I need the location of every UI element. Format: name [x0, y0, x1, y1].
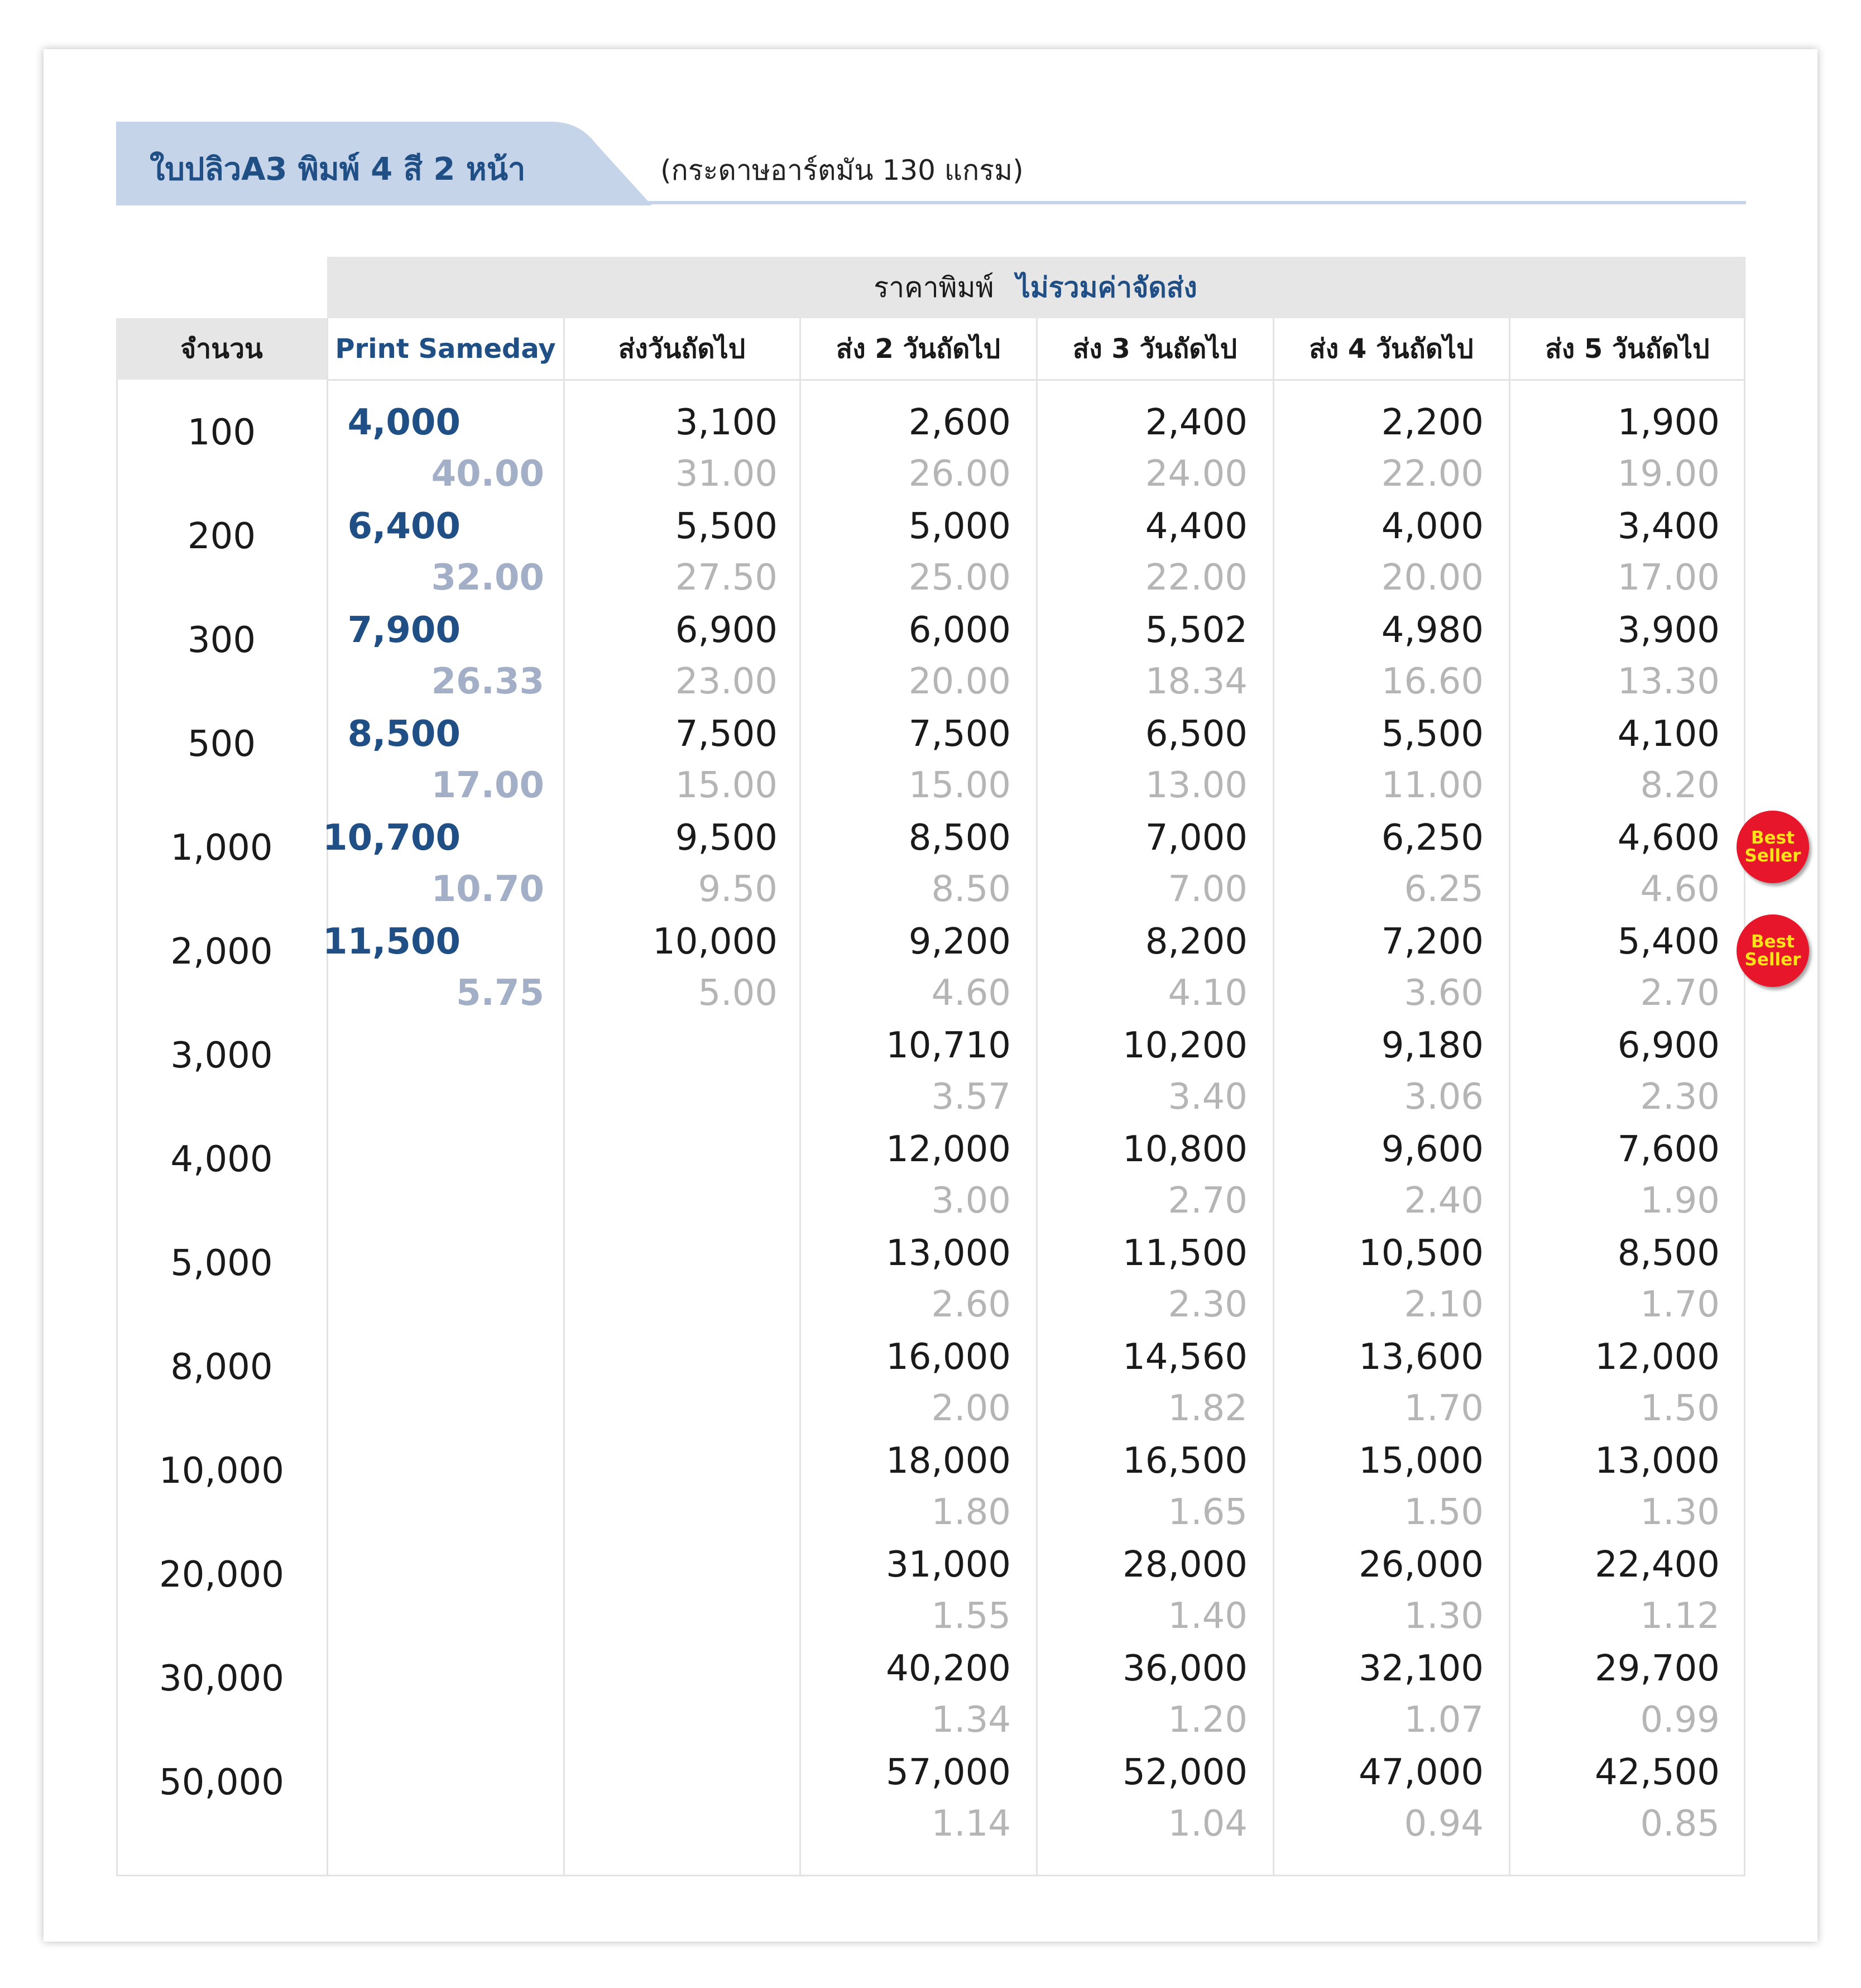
price-cell: 8,500	[908, 817, 1011, 859]
price-cell: 13,000	[1595, 1440, 1720, 1482]
column-header: ส่ง 5 วันถัดไป	[1545, 333, 1710, 365]
price-cell: 57,000	[886, 1752, 1011, 1793]
unit-price-cell: 40.00	[431, 453, 544, 495]
unit-price-cell: 13.30	[1617, 661, 1720, 702]
unit-price-cell: 2.00	[931, 1388, 1011, 1429]
price-cell: 28,000	[1123, 1544, 1248, 1585]
qty-cell: 30,000	[159, 1658, 284, 1699]
unit-price-cell: 22.00	[1381, 453, 1484, 495]
unit-price-cell: 11.00	[1381, 765, 1484, 806]
unit-price-cell: 18.34	[1145, 661, 1248, 702]
unit-price-cell: 20.00	[908, 661, 1011, 702]
unit-price-cell: 4.10	[1168, 973, 1248, 1014]
price-cell: 4,100	[1617, 713, 1720, 755]
qty-cell: 20,000	[159, 1554, 284, 1596]
price-cell: 5,400	[1617, 921, 1720, 962]
unit-price-cell: 1.50	[1404, 1492, 1484, 1533]
column-divider	[1509, 318, 1510, 1875]
unit-price-cell: 1.34	[931, 1699, 1011, 1741]
best-seller-badge	[1737, 914, 1809, 987]
price-cell: 4,000	[347, 402, 461, 443]
price-cell: 3,900	[1617, 610, 1720, 651]
price-cell: 16,500	[1123, 1440, 1248, 1482]
price-cell: 6,000	[908, 610, 1011, 651]
title-tab	[116, 122, 652, 205]
price-cell: 29,700	[1595, 1648, 1720, 1689]
unit-price-cell: 27.50	[675, 557, 778, 598]
price-cell: 9,180	[1381, 1025, 1484, 1066]
best-seller-line2: Seller	[1744, 846, 1801, 866]
unit-price-cell: 22.00	[1145, 557, 1248, 598]
price-cell: 10,800	[1123, 1129, 1248, 1170]
unit-price-cell: 0.94	[1404, 1803, 1484, 1845]
unit-price-cell: 3.57	[931, 1076, 1011, 1118]
unit-price-cell: 3.06	[1404, 1076, 1484, 1118]
price-cell: 4,600	[1617, 817, 1720, 859]
qty-cell: 8,000	[170, 1347, 273, 1388]
unit-price-cell: 15.00	[908, 765, 1011, 806]
price-cell: 52,000	[1123, 1752, 1248, 1793]
best-seller-line1: Best	[1751, 932, 1795, 952]
price-cell: 4,980	[1381, 610, 1484, 651]
price-cell: 7,200	[1381, 921, 1484, 962]
unit-price-cell: 2.30	[1640, 1076, 1720, 1118]
unit-price-cell: 1.80	[931, 1492, 1011, 1533]
qty-cell: 10,000	[159, 1450, 284, 1492]
unit-price-cell: 1.07	[1404, 1699, 1484, 1741]
price-cell: 31,000	[886, 1544, 1011, 1585]
price-cell: 4,000	[1381, 506, 1484, 547]
unit-price-cell: 20.00	[1381, 557, 1484, 598]
price-cell: 40,200	[886, 1648, 1011, 1689]
price-cell: 4,400	[1145, 506, 1248, 547]
unit-price-cell: 7.00	[1168, 869, 1248, 910]
price-cell: 9,200	[908, 921, 1011, 962]
price-cell: 2,200	[1381, 402, 1484, 443]
unit-price-cell: 2.30	[1168, 1284, 1248, 1325]
price-cell: 15,000	[1359, 1440, 1484, 1482]
price-cell: 16,000	[886, 1336, 1011, 1378]
price-cell: 2,600	[908, 402, 1011, 443]
unit-price-cell: 1.70	[1404, 1388, 1484, 1429]
price-cell: 10,700	[323, 817, 461, 859]
unit-price-cell: 1.14	[931, 1803, 1011, 1845]
price-cell: 1,900	[1617, 402, 1720, 443]
paper-spec: (กระดาษอาร์ตมัน 130 แกรม)	[660, 154, 1024, 186]
price-cell: 5,000	[908, 506, 1011, 547]
column-header: Print Sameday	[335, 333, 556, 365]
qty-cell: 50,000	[159, 1762, 284, 1803]
unit-price-cell: 1.90	[1640, 1180, 1720, 1221]
price-cell: 2,400	[1145, 402, 1248, 443]
unit-price-cell: 2.40	[1404, 1180, 1484, 1221]
price-cell: 10,000	[653, 921, 778, 962]
unit-price-cell: 19.00	[1617, 453, 1720, 495]
price-cell: 8,500	[347, 713, 461, 755]
price-cell: 12,000	[886, 1129, 1011, 1170]
price-cell: 5,500	[1381, 713, 1484, 755]
qty-cell: 3,000	[170, 1035, 273, 1076]
price-cell: 3,100	[675, 402, 778, 443]
price-cell: 11,500	[323, 921, 461, 962]
unit-price-cell: 4.60	[931, 973, 1011, 1014]
qty-cell: 1,000	[170, 827, 273, 869]
price-cell: 12,000	[1595, 1336, 1720, 1378]
best-seller-badge	[1737, 811, 1809, 883]
price-cell: 13,600	[1359, 1336, 1484, 1378]
price-cell: 6,400	[347, 506, 461, 547]
price-cell: 18,000	[886, 1440, 1011, 1482]
price-cell: 36,000	[1123, 1648, 1248, 1689]
unit-price-cell: 31.00	[675, 453, 778, 495]
qty-header: จำนวน	[180, 333, 263, 365]
unit-price-cell: 26.00	[908, 453, 1011, 495]
qty-cell: 500	[187, 724, 256, 765]
best-seller-line1: Best	[1751, 828, 1795, 848]
price-cell: 5,500	[675, 506, 778, 547]
price-cell: 13,000	[886, 1233, 1011, 1274]
table-right-border	[1744, 257, 1745, 1875]
unit-price-cell: 1.65	[1168, 1492, 1248, 1533]
unit-price-cell: 2.60	[931, 1284, 1011, 1325]
price-cell: 14,560	[1123, 1336, 1248, 1378]
column-divider	[1273, 318, 1274, 1875]
price-cell: 7,500	[675, 713, 778, 755]
unit-price-cell: 1.30	[1640, 1492, 1720, 1533]
unit-price-cell: 32.00	[431, 557, 544, 598]
price-cell: 7,900	[347, 610, 461, 651]
price-cell: 7,000	[1145, 817, 1248, 859]
unit-price-cell: 1.12	[1640, 1596, 1720, 1637]
unit-price-cell: 2.10	[1404, 1284, 1484, 1325]
price-cell: 6,900	[675, 610, 778, 651]
price-cell: 3,400	[1617, 506, 1720, 547]
qty-cell: 100	[187, 412, 256, 453]
unit-price-cell: 24.00	[1145, 453, 1248, 495]
price-cell: 6,900	[1617, 1025, 1720, 1066]
unit-price-cell: 2.70	[1168, 1180, 1248, 1221]
unit-price-cell: 1.40	[1168, 1596, 1248, 1637]
unit-price-cell: 9.50	[698, 869, 778, 910]
price-cell: 9,500	[675, 817, 778, 859]
unit-price-cell: 8.50	[931, 869, 1011, 910]
title-underline	[625, 201, 1746, 204]
price-header-prefix: ราคาพิมพ์	[874, 271, 994, 304]
unit-price-cell: 1.04	[1168, 1803, 1248, 1845]
unit-price-cell: 1.82	[1168, 1388, 1248, 1429]
unit-price-cell: 26.33	[431, 661, 544, 702]
column-header: ส่งวันถัดไป	[618, 333, 746, 365]
unit-price-cell: 1.20	[1168, 1699, 1248, 1741]
unit-price-cell: 10.70	[431, 869, 544, 910]
unit-price-cell: 0.85	[1640, 1803, 1720, 1845]
qty-cell: 200	[187, 516, 256, 557]
unit-price-cell: 16.60	[1381, 661, 1484, 702]
unit-price-cell: 17.00	[431, 765, 544, 806]
unit-price-cell: 1.55	[931, 1596, 1011, 1637]
column-divider	[1036, 318, 1038, 1875]
unit-price-cell: 1.30	[1404, 1596, 1484, 1637]
unit-price-cell: 4.60	[1640, 869, 1720, 910]
qty-cell: 5,000	[170, 1243, 273, 1284]
price-cell: 6,500	[1145, 713, 1248, 755]
qty-cell: 2,000	[170, 931, 273, 973]
table-bottom-border	[116, 1875, 1745, 1876]
column-divider	[799, 318, 801, 1875]
unit-price-cell: 5.75	[456, 973, 544, 1014]
unit-price-cell: 1.50	[1640, 1388, 1720, 1429]
price-cell: 8,500	[1617, 1233, 1720, 1274]
qty-cell: 4,000	[170, 1139, 273, 1180]
unit-price-cell: 3.00	[931, 1180, 1011, 1221]
price-cell: 32,100	[1359, 1648, 1484, 1689]
price-cell: 10,500	[1359, 1233, 1484, 1274]
price-cell: 8,200	[1145, 921, 1248, 962]
unit-price-cell: 5.00	[698, 973, 778, 1014]
qty-cell: 300	[187, 620, 256, 661]
unit-price-cell: 17.00	[1617, 557, 1720, 598]
price-cell: 42,500	[1595, 1752, 1720, 1793]
price-cell: 7,600	[1617, 1129, 1720, 1170]
header-bottom-border	[327, 379, 1744, 381]
price-cell: 22,400	[1595, 1544, 1720, 1585]
unit-price-cell: 23.00	[675, 661, 778, 702]
unit-price-cell: 8.20	[1640, 765, 1720, 806]
unit-price-cell: 0.99	[1640, 1699, 1720, 1741]
price-cell: 9,600	[1381, 1129, 1484, 1170]
column-divider	[563, 318, 565, 1875]
unit-price-cell: 25.00	[908, 557, 1011, 598]
column-header: ส่ง 3 วันถัดไป	[1072, 333, 1238, 365]
page-title: ใบปลิวA3 พิมพ์ 4 สี 2 หน้า	[150, 151, 526, 188]
table-left-border	[116, 380, 118, 1875]
price-header	[327, 257, 1744, 318]
unit-price-cell: 3.40	[1168, 1076, 1248, 1118]
price-cell: 5,502	[1145, 610, 1248, 651]
price-cell: 6,250	[1381, 817, 1484, 859]
price-cell: 11,500	[1123, 1233, 1248, 1274]
price-cell: 26,000	[1359, 1544, 1484, 1585]
price-cell: 7,500	[908, 713, 1011, 755]
unit-price-cell: 1.70	[1640, 1284, 1720, 1325]
best-seller-line2: Seller	[1744, 950, 1801, 970]
unit-price-cell: 15.00	[675, 765, 778, 806]
unit-price-cell: 2.70	[1640, 973, 1720, 1014]
unit-price-cell: 6.25	[1404, 869, 1484, 910]
price-cell: 10,200	[1123, 1025, 1248, 1066]
price-cell: 47,000	[1359, 1752, 1484, 1793]
column-header: ส่ง 4 วันถัดไป	[1309, 333, 1474, 365]
column-header: ส่ง 2 วันถัดไป	[836, 333, 1001, 365]
price-header-highlight: ไม่รวมค่าจัดส่ง	[1016, 271, 1197, 304]
unit-price-cell: 3.60	[1404, 973, 1484, 1014]
price-cell: 10,710	[886, 1025, 1011, 1066]
unit-price-cell: 13.00	[1145, 765, 1248, 806]
